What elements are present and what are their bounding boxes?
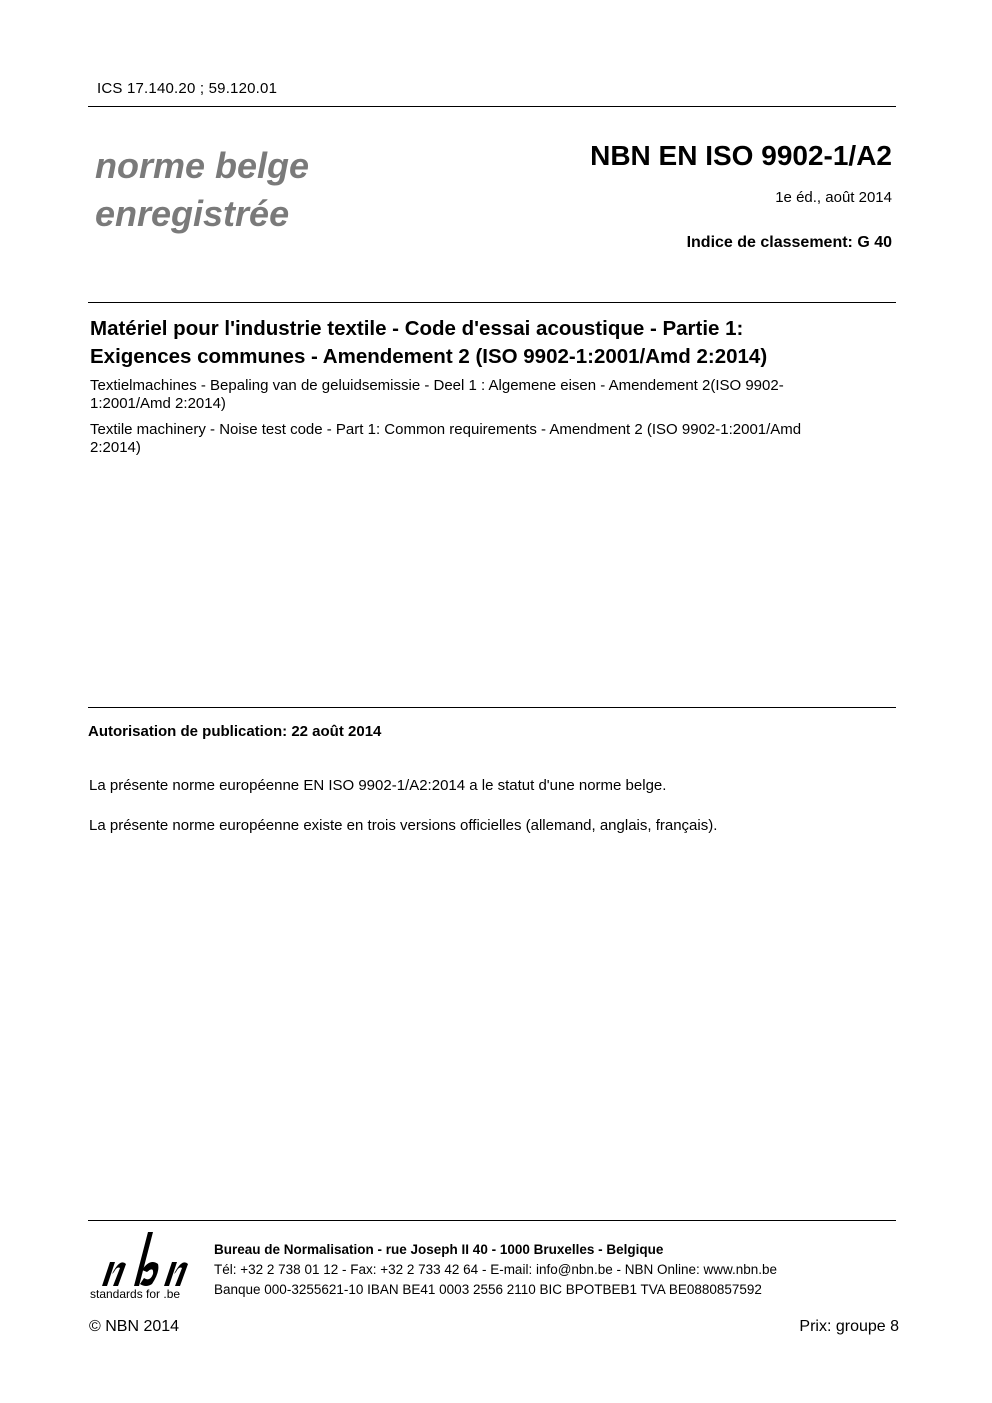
title-french-line-2: Exigences communes - Amendement 2 (ISO 9902-1:2001/Amd 2:2014) [90,345,768,368]
footer-address: Bureau de Normalisation - rue Joseph II 40 - 1000 Bruxelles - Belgique [214,1242,664,1257]
status-paragraph: La présente norme européenne EN ISO 9902-1/A2:2014 a le statut d'une norme belge. [89,777,667,794]
copyright: © NBN 2014 [89,1318,180,1335]
header-divider [88,106,896,107]
title-english [90,421,890,457]
footer-divider [88,1220,896,1221]
footer-contact: Tél: +32 2 738 01 12 - Fax: +32 2 733 42 64 - E-mail: info@nbn.be - NBN Online: www.nbn.be [214,1262,778,1277]
price-group: Prix: groupe 8 [799,1318,899,1335]
norme-line-2: enregistrée [95,193,290,234]
title-dutch-line-1: Textielmachines - Bepaling van de geluidsemissie - Deel 1 : Algemene eisen - Amendement 2(ISO 9902- [90,377,784,394]
title-french-line-1: Matériel pour l'industrie textile - Code d'essai acoustique - Partie 1: [90,317,744,340]
norme-belge-heading [95,142,309,238]
title-english-line-2: 2:2014) [90,439,141,456]
versions-paragraph: La présente norme européenne existe en trois versions officielles (allemand, anglais, français). [89,817,718,834]
title-french [90,315,890,371]
title-divider [88,302,896,303]
ics-code: ICS 17.140.20 ; 59.120.01 [97,80,278,97]
edition-date: 1e éd., août 2014 [775,189,892,206]
body-divider [88,707,896,708]
title-dutch [90,377,890,413]
norme-line-1: norme belge [95,145,310,186]
title-english-line-1: Textile machinery - Noise test code - Part 1: Common requirements - Amendment 2 (ISO 9902-1:2001/Amd [90,421,802,438]
publication-authorization: Autorisation de publication: 22 août 2014 [88,723,382,740]
footer-bank: Banque 000-3255621-10 IBAN BE41 0003 2556 2110 BIC BPOTBEB1 TVA BE0880857592 [214,1282,762,1297]
standard-number: NBN EN ISO 9902-1/A2 [590,140,892,171]
logo-tagline: standards for .be [90,1287,181,1301]
title-dutch-line-2: 1:2001/Amd 2:2014) [90,395,226,412]
classification-index: Indice de classement: G 40 [686,234,892,251]
